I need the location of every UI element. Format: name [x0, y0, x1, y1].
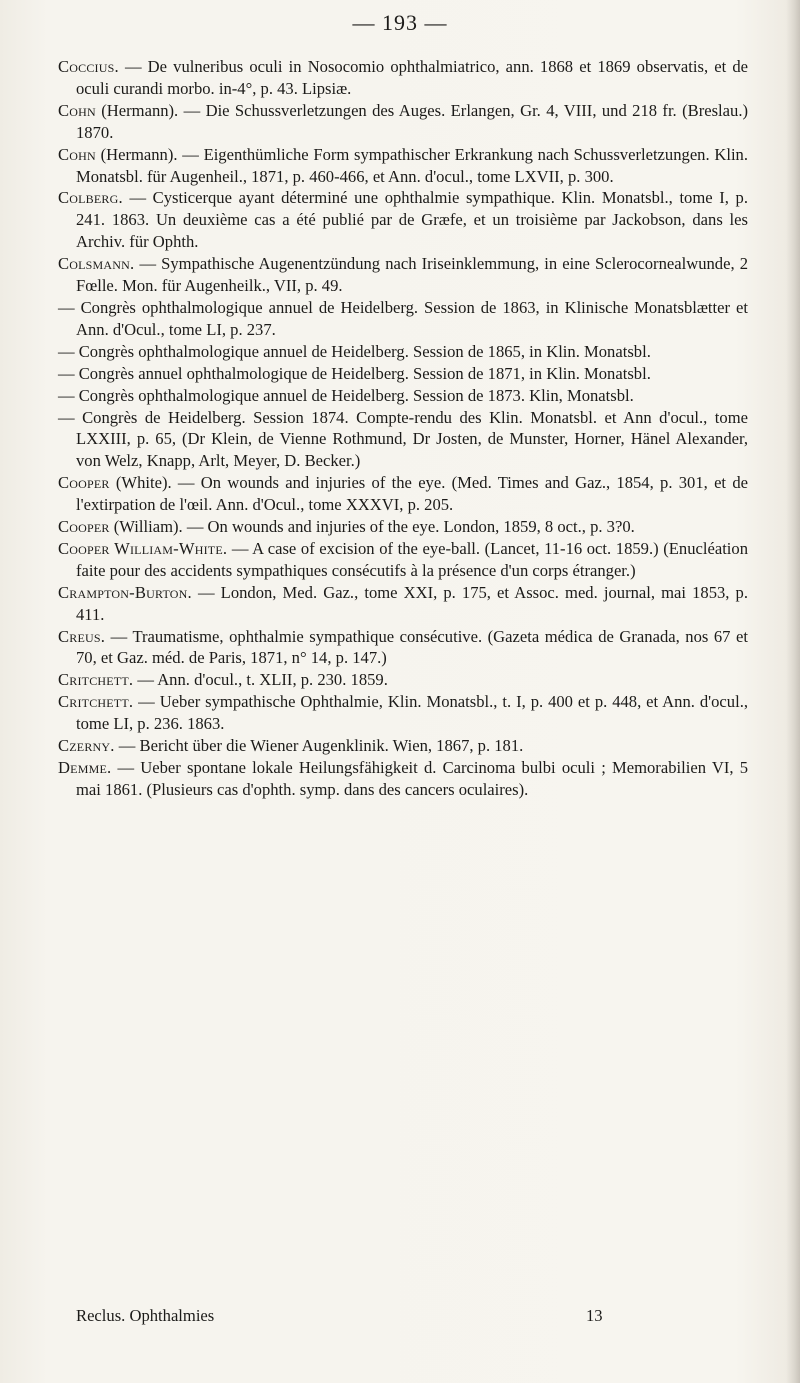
bibliography-entry — [58, 538, 748, 582]
bibliography-entry — [58, 341, 748, 363]
entry-text: — Traumatisme, ophthalmie sympathique consécutive. (Gazeta médica de Granada, nos 67 et 70, et Gaz. méd. de Paris, 1871, n° 14, p. 147.) — [76, 626, 748, 668]
entry-text: — Congrès de Heidelberg. Session 1874. Compte-rendu des Klin. Monatsbl. et Ann d'ocul., tome LXXIII, p. 65, (Dr Klein, de Vienne Rothmund, Dr Josten, de Munster, Horner, Hänel Alexander, von Welz, Knapp, Arlt, Meyer, D. Becker.) — [58, 407, 748, 471]
entry-text: — Congrès annuel ophthalmologique de Heidelberg. Session de 1871, in Klin. Monatsbl. — [58, 363, 651, 383]
bibliography-entry — [58, 385, 748, 407]
bibliography-list — [58, 56, 748, 801]
entry-author: Creus. — [58, 626, 106, 646]
entry-author: Cooper — [58, 517, 110, 537]
bibliography-entry — [58, 253, 748, 297]
entry-text: — Cysticerque ayant déterminé une ophthalmie sympathique. Klin. Monatsbl., tome I, p. 241. 1863. Un deuxième cas a été publié par de Græfe, et un troisième par Jackobson, dans les Archiv. für Ophth. — [76, 188, 748, 252]
entry-author: Demme. — [58, 758, 112, 777]
entry-text: — Ueber spontane lokale Heilungsfähigkeit d. Carcinoma bulbi oculi ; Memorabilien VI, 5 mai 1861. (Plusieurs cas d'ophth. symp. dans des cancers oculaires). — [76, 758, 748, 799]
entry-text: — London, Med. Gaz., tome XXI, p. 175, et Assoc. med. journal, mai 1853, p. 411. — [76, 582, 748, 624]
bibliography-entry — [58, 516, 748, 538]
page-number: — 193 — — [352, 10, 448, 35]
bibliography-entry — [58, 100, 748, 144]
entry-text: (Hermann). — Eigenthümliche Form sympathischer Erkrankung nach Schussverletzungen. Klin. Monatsbl. für Augenheil., 1871, p. 460-466, et Ann. d'ocul., tome LXVII, p. 300. — [76, 144, 748, 186]
entry-author: Critchett. — [58, 692, 134, 712]
bibliography-entry — [58, 407, 748, 473]
bibliography-entry — [58, 691, 748, 735]
entry-author: Colsmann. — [58, 254, 135, 274]
entry-author: Crampton-Burton. — [58, 582, 192, 602]
bibliography-entry — [58, 757, 748, 801]
bibliography-entry — [58, 669, 748, 691]
entry-text: — Congrès ophthalmologique annuel de Heidelberg. Session de 1865, in Klin. Monatsbl. — [58, 341, 651, 361]
entry-author: Colberg. — [58, 188, 123, 208]
bibliography-entry — [58, 297, 748, 341]
entry-text: — Ueber sympathische Ophthalmie, Klin. Monatsbl., t. I, p. 400 et p. 448, et Ann. d'ocul., tome LI, p. 236. 1863. — [76, 692, 748, 734]
bibliography-entry — [58, 187, 748, 253]
entry-text: — A case of excision of the eye-ball. (Lancet, 11-16 oct. 1859.) (Enucléation faite pour des accidents sympathiques consécutifs à la présence d'un corps étranger.) — [76, 538, 749, 580]
signature-mark: 13 — [586, 1306, 603, 1325]
entry-text: — Congrès ophthalmologique annuel de Heidelberg. Session de 1863, in Klinische Monatsblætter et Ann. d'Ocul., tome LI, p. 237. — [58, 297, 748, 339]
bibliography-entry — [58, 472, 748, 516]
entry-text: (White). — On wounds and injuries of the eye. (Med. Times and Gaz., 1854, p. 301, et de l'extirpation de l'œil. Ann. d'Ocul., tome XXXVI, p. 205. — [76, 473, 748, 515]
page-edge-shadow — [786, 0, 800, 1383]
entry-text: — De vulneribus oculi in Nosocomio ophthalmiatrico, ann. 1868 et 1869 observatis, et de oculi curandi morbo. in-4°, p. 43. Lipsiæ. — [76, 57, 748, 98]
bibliography-entry — [58, 626, 748, 670]
entry-author: Czerny. — [58, 736, 115, 756]
running-title: Reclus. Ophthalmies — [76, 1306, 215, 1325]
entry-text: (William). — On wounds and injuries of the eye. London, 1859, 8 oct., p. 3?0. — [109, 517, 635, 537]
entry-text: — Ann. d'ocul., t. XLII, p. 230. 1859. — [133, 670, 388, 690]
entry-author: Cohn — [58, 144, 96, 164]
bibliography-entry — [58, 363, 748, 385]
bibliography-entry — [58, 735, 748, 757]
entry-author: Cooper William-White. — [58, 538, 228, 558]
entry-author: Cohn — [58, 100, 96, 120]
entry-text: (Hermann). — Die Schussverletzungen des Auges. Erlangen, Gr. 4, VIII, und 218 fr. (Breslau.) 1870. — [76, 100, 748, 142]
bibliography-entry — [58, 56, 748, 100]
entry-text: — Sympathische Augenentzündung nach Iriseinklemmung, in eine Sclerocornealwunde, 2 Fœlle. Mon. für Augenheilk., VII, p. 49. — [76, 254, 748, 296]
bibliography-entry — [58, 582, 748, 626]
entry-text: — Bericht über die Wiener Augenklinik. Wien, 1867, p. 181. — [114, 736, 524, 756]
entry-author: Critchett. — [58, 670, 134, 690]
bibliography-entry — [58, 144, 748, 188]
entry-author: Coccius. — [58, 57, 119, 76]
entry-author: Cooper — [58, 473, 110, 493]
entry-text: — Congrès ophthalmologique annuel de Heidelberg. Session de 1873. Klin, Monatsbl. — [58, 385, 634, 405]
